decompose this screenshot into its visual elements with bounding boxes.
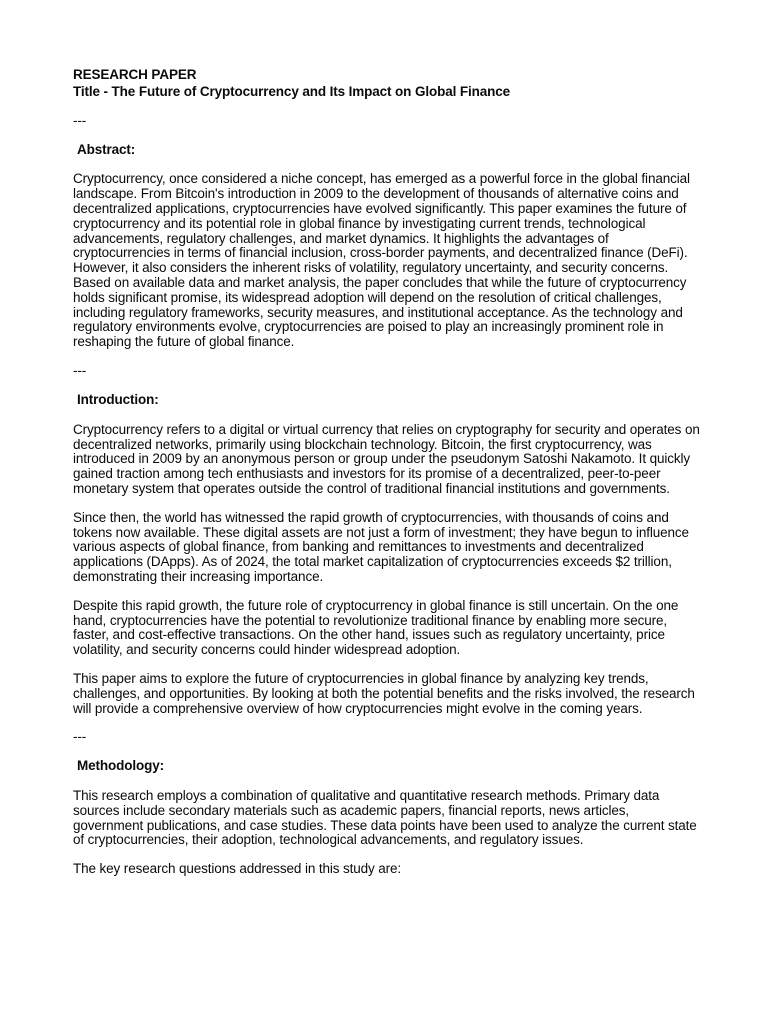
methodology-paragraph: The key research questions addressed in this study are: [73,861,402,877]
paper-body [73,68,701,877]
introduction-paragraph: This paper aims to explore the future of cryptocurrencies in global finance by analyzing key trends, challenges, and opportunities. By looking at both the potential benefits and the risks involved, the research will provide a comprehensive overview of how cryptocurrencies might evolve in the coming years. [73,670,695,716]
abstract-paragraph: Cryptocurrency, once considered a niche concept, has emerged as a powerful force in the global financial landscape. From Bitcoin's introduction in 2009 to the development of thousands of alternative coins and decentralized applications, cryptocurrencies have evolved significantly. This paper examines the future of cryptocurrency and its potential role in global finance by investigating current trends, technological advancements, regulatory challenges, and market dynamics. It highlights the advantages of cryptocurrencies in terms of financial inclusion, cross-border payments, and decentralized finance (DeFi). However, it also considers the inherent risks of volatility, regulatory uncertainty, and security concerns. Based on available data and market analysis, the paper concludes that while the future of cryptocurrency holds significant promise, its widespread adoption will depend on the resolution of critical challenges, including regulatory frameworks, security measures, and institutional acceptance. As the technology and regulatory environments evolve, cryptocurrencies are poised to play an increasingly prominent role in reshaping the future of global finance. [73,171,690,350]
abstract-heading: Abstract: [77,141,136,157]
paper-title: Title - The Future of Cryptocurrency and Its Impact on Global Finance [73,83,511,99]
paper-label: RESEARCH PAPER [73,67,197,82]
introduction-heading: Introduction: [77,391,159,407]
introduction-paragraph: Since then, the world has witnessed the rapid growth of cryptocurrencies, with thousands of coins and tokens now available. These digital assets are not just a form of investment; they have begun to influence various aspects of global finance, from banking and remittances to investments and decentralized applications (DApps). As of 2024, the total market capitalization of cryptocurrencies exceeds $2 trillion, demonstrating their increasing importance. [73,509,689,584]
introduction-paragraph: Despite this rapid growth, the future role of cryptocurrency in global finance is still uncertain. On the one hand, cryptocurrencies have the potential to revolutionize traditional finance by enabling more secure, faster, and cost-effective transactions. On the other hand, issues such as regulatory uncertainty, price volatility, and security concerns could hinder widespread adoption. [73,597,679,658]
introduction-paragraph: Cryptocurrency refers to a digital or virtual currency that relies on cryptography for security and operates on decentralized networks, primarily using blockchain technology. Bitcoin, the first cryptocurrency, was introduced in 2009 by an anonymous person or group under the pseudonym Satoshi Nakamoto. It quickly gained traction among tech enthusiasts and investors for its promise of a decentralized, peer-to-peer monetary system that operates outside the control of traditional financial institutions and governments. [73,421,700,496]
separator: --- [73,362,87,378]
methodology-heading: Methodology: [77,758,165,774]
methodology-paragraph: This research employs a combination of qualitative and quantitative research methods. Primary data sources include secondary materials such as academic papers, financial reports, news articles, government publications, and case studies. These data points have been used to analyze the current state of cryptocurrencies, their adoption, technological advancements, and regulatory issues. [73,788,697,848]
separator: --- [73,729,87,745]
separator: --- [73,112,87,128]
